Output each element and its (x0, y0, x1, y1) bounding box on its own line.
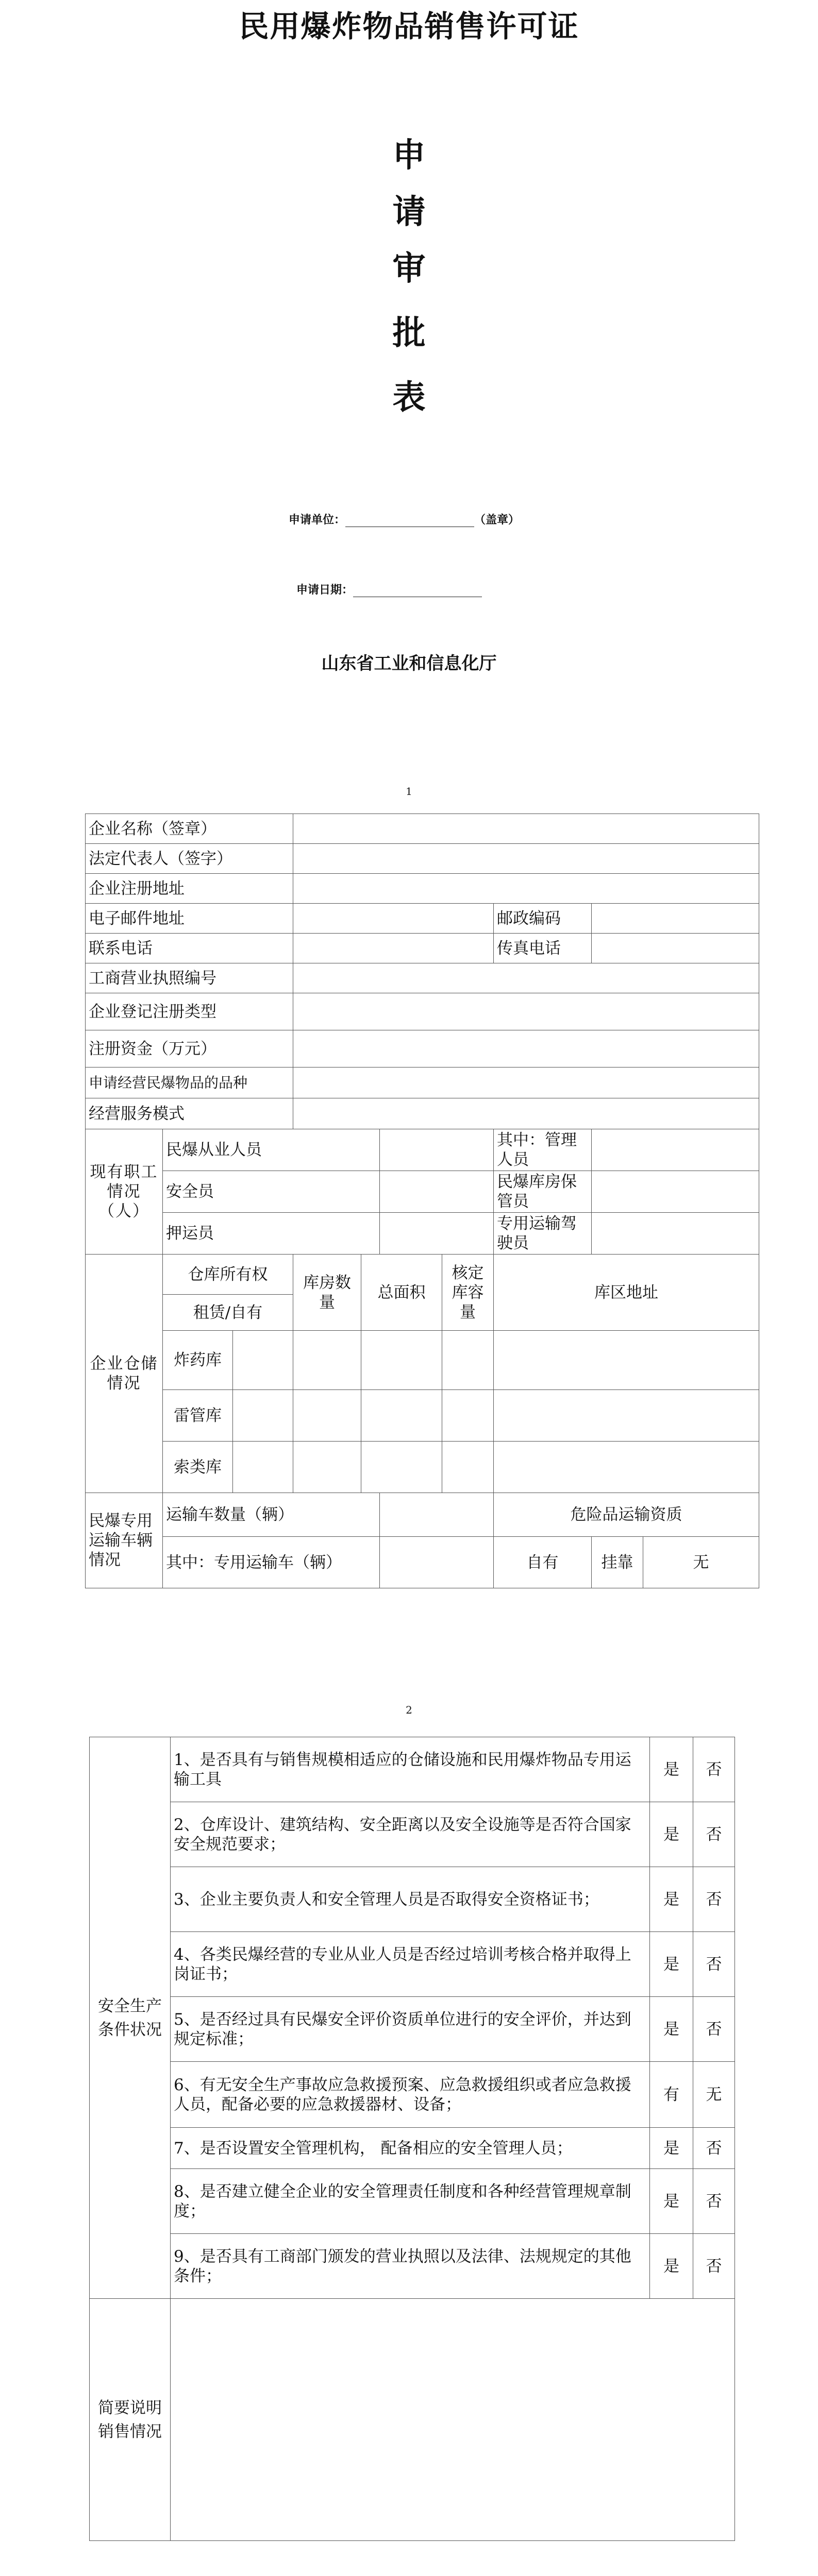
mode-cell[interactable] (293, 1098, 759, 1129)
vehicles-label: 运输车数量（辆） (163, 1493, 380, 1537)
capital-label: 注册资金（万元） (86, 1030, 293, 1067)
detonator-address[interactable] (494, 1390, 759, 1442)
postcode-label: 邮政编码 (494, 904, 592, 934)
ownership-label-2: 租赁/自有 (163, 1295, 293, 1331)
safety-item-5-no[interactable]: 否 (693, 1997, 735, 2062)
license-no-label: 工商营业执照编号 (86, 963, 293, 993)
explosive-address[interactable] (494, 1331, 759, 1390)
varieties-cell[interactable] (293, 1067, 759, 1098)
managers-cell[interactable] (592, 1129, 759, 1171)
hazmat-own[interactable]: 自有 (494, 1537, 592, 1588)
safety-item-1: 1、是否具有与销售规模相适应的仓储设施和民用爆炸物品专用运输工具 (171, 1737, 650, 1802)
varieties-label: 申请经营民爆物品的品种 (86, 1067, 293, 1098)
hazmat-label: 危险品运输资质 (494, 1493, 759, 1537)
detonator-label: 雷管库 (163, 1390, 233, 1442)
security-label: 安全员 (163, 1171, 380, 1213)
safety-item-6-yes[interactable]: 有 (650, 2062, 693, 2128)
summary-label: 简要说明销售情况 (90, 2299, 171, 2541)
driver-cell[interactable] (592, 1213, 759, 1255)
practitioners-cell[interactable] (380, 1129, 494, 1171)
date-field (296, 581, 482, 597)
safety-item-7: 7、是否设置安全管理机构， 配备相应的安全管理人员； (171, 2128, 650, 2169)
safety-item-5-yes[interactable]: 是 (650, 1997, 693, 2062)
cord-address[interactable] (494, 1442, 759, 1493)
safety-item-2-no[interactable]: 否 (693, 1802, 735, 1867)
explosive-capacity[interactable] (442, 1331, 494, 1390)
company-name-label: 企业名称（签章） (86, 814, 293, 844)
safety-item-8-yes[interactable]: 是 (650, 2169, 693, 2234)
special-vehicles-cell[interactable] (380, 1537, 494, 1588)
safety-item-3-yes[interactable]: 是 (650, 1867, 693, 1932)
document-title: 民用爆炸物品销售许可证 (239, 9, 579, 44)
issuer-name: 山东省工业和信息化厅 (321, 653, 497, 674)
safety-item-4-no[interactable]: 否 (693, 1932, 735, 1997)
cord-label: 索类库 (163, 1442, 233, 1493)
applicant-suffix: （盖章） (474, 513, 520, 527)
phone-cell[interactable] (293, 934, 494, 963)
email-label: 电子邮件地址 (86, 904, 293, 934)
applicant-field (289, 511, 520, 527)
fax-cell[interactable] (592, 934, 759, 963)
safety-item-5: 5、是否经过具有民爆安全评价资质单位进行的安全评价，并达到规定标准； (171, 1997, 650, 2062)
safety-item-6-no[interactable]: 无 (693, 2062, 735, 2128)
safety-item-2-yes[interactable]: 是 (650, 1802, 693, 1867)
cord-count[interactable] (293, 1442, 361, 1493)
safety-item-9-no[interactable]: 否 (693, 2234, 735, 2299)
detonator-capacity[interactable] (442, 1390, 494, 1442)
keeper-label: 民爆库房保管员 (494, 1171, 592, 1213)
hazmat-none[interactable]: 无 (643, 1537, 759, 1588)
vehicles-cell[interactable] (380, 1493, 494, 1537)
detonator-ownership[interactable] (233, 1390, 293, 1442)
postcode-cell[interactable] (592, 904, 759, 934)
reg-addr-cell[interactable] (293, 874, 759, 904)
staff-group-label: 现有职工情况（人） (86, 1129, 163, 1255)
address-label: 库区地址 (494, 1255, 759, 1331)
safety-item-7-yes[interactable]: 是 (650, 2128, 693, 2169)
safety-item-9-yes[interactable]: 是 (650, 2234, 693, 2299)
transport-group-label: 民爆专用运输车辆情况 (86, 1493, 163, 1588)
basic-info-table (85, 814, 759, 1588)
safety-item-1-no[interactable]: 否 (693, 1737, 735, 1802)
explosive-ownership[interactable] (233, 1331, 293, 1390)
email-cell[interactable] (293, 904, 494, 934)
safety-item-8: 8、是否建立健全企业的安全管理责任制度和各种经营管理规章制度； (171, 2169, 650, 2234)
capital-cell[interactable] (293, 1030, 759, 1067)
vertical-title-char-3: 审 (392, 249, 426, 288)
reg-type-cell[interactable] (293, 993, 759, 1030)
managers-label: 其中：管理人员 (494, 1129, 592, 1171)
driver-label: 专用运输驾驶员 (494, 1213, 592, 1255)
reg-type-label: 企业登记注册类型 (86, 993, 293, 1030)
ownership-label-1: 仓库所有权 (163, 1255, 293, 1295)
keeper-cell[interactable] (592, 1171, 759, 1213)
explosive-area[interactable] (361, 1331, 442, 1390)
vertical-title-char-2: 请 (392, 193, 426, 231)
safety-item-8-no[interactable]: 否 (693, 2169, 735, 2234)
phone-label: 联系电话 (86, 934, 293, 963)
explosive-count[interactable] (293, 1331, 361, 1390)
company-name-cell[interactable] (293, 814, 759, 844)
safety-item-3: 3、企业主要负责人和安全管理人员是否取得安全资格证书； (171, 1867, 650, 1932)
safety-item-1-yes[interactable]: 是 (650, 1737, 693, 1802)
safety-item-9: 9、是否具有工商部门颁发的营业执照以及法律、法规规定的其他条件； (171, 2234, 650, 2299)
safety-group-label: 安全生产条件状况 (90, 1737, 171, 2299)
license-no-cell[interactable] (293, 963, 759, 993)
applicant-label: 申请单位： (289, 513, 346, 527)
safety-item-2: 2、仓库设计、建筑结构、安全距离以及安全设施等是否符合国家安全规范要求； (171, 1802, 650, 1867)
explosive-label: 炸药库 (163, 1331, 233, 1390)
safety-item-6: 6、有无安全生产事故应急救援预案、应急救援组织或者应急救援人员，配备必要的应急救援器材、设备； (171, 2062, 650, 2128)
escort-cell[interactable] (380, 1213, 494, 1255)
area-label: 总面积 (361, 1255, 442, 1331)
page-number-2: 2 (406, 1704, 412, 1716)
cord-capacity[interactable] (442, 1442, 494, 1493)
special-vehicles-label: 其中：专用运输车（辆） (163, 1537, 380, 1588)
storage-group-label: 企业仓储情况 (86, 1255, 163, 1493)
detonator-count[interactable] (293, 1390, 361, 1442)
fax-label: 传真电话 (494, 934, 592, 963)
safety-item-3-no[interactable]: 否 (693, 1867, 735, 1932)
cord-ownership[interactable] (233, 1442, 293, 1493)
legal-rep-label: 法定代表人（签字） (86, 844, 293, 874)
safety-conditions-table (89, 1737, 735, 2541)
safety-item-4: 4、各类民爆经营的专业从业人员是否经过培训考核合格并取得上岗证书； (171, 1932, 650, 1997)
capacity-label: 核定库容量 (442, 1255, 494, 1331)
summary-cell[interactable] (171, 2299, 735, 2541)
security-cell[interactable] (380, 1171, 494, 1213)
date-label: 申请日期： (296, 583, 354, 597)
count-label: 库房数量 (293, 1255, 361, 1331)
mode-label: 经营服务模式 (86, 1098, 293, 1129)
vertical-title-char-4: 批 (392, 314, 426, 352)
hazmat-attached[interactable]: 挂靠 (592, 1537, 643, 1588)
page-number-1: 1 (406, 785, 412, 798)
vertical-title-char-5: 表 (392, 378, 426, 417)
practitioners-label: 民爆从业人员 (163, 1129, 380, 1171)
safety-item-4-yes[interactable]: 是 (650, 1932, 693, 1997)
safety-item-7-no[interactable]: 否 (693, 2128, 735, 2169)
vertical-title-char-1: 申 (392, 136, 426, 175)
cord-area[interactable] (361, 1442, 442, 1493)
legal-rep-cell[interactable] (293, 844, 759, 874)
detonator-area[interactable] (361, 1390, 442, 1442)
escort-label: 押运员 (163, 1213, 380, 1255)
reg-addr-label: 企业注册地址 (86, 874, 293, 904)
